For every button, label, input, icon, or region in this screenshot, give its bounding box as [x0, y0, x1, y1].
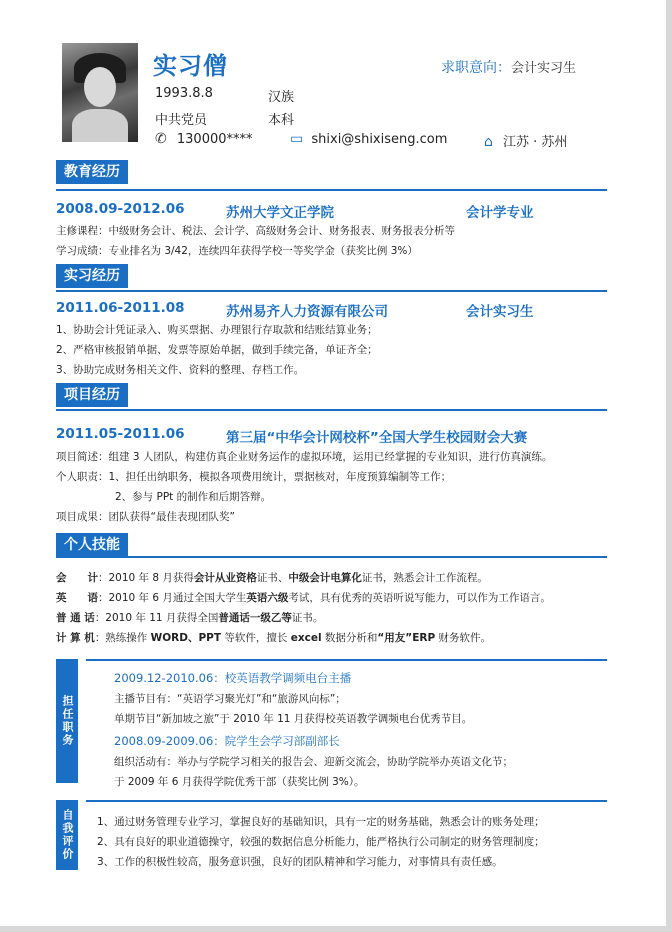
skill-row-english: 英 语：2010 年 6 月通过全国大学生英语六级考试，具有优秀的英语听说写能力，可以作为工作语言。: [56, 592, 551, 604]
job-intent: 求职意向：会计实习生: [441, 60, 577, 76]
project-duty-1: 个人职责：1、担任出纳职务，模拟各项费用统计，票据核对，年度预算编制等工作；: [56, 471, 452, 483]
education-period: 2008.09-2012.06: [56, 201, 185, 217]
section-title-internship: 实习经历: [56, 264, 128, 288]
list-item: 3、工作的积极性较高，服务意识强，良好的团队精神和学习能力，对事情具有责任感。: [97, 856, 503, 868]
internship-period: 2011.06-2011.08: [56, 300, 185, 316]
project-result: 项目成果：团队获得“最佳表现团队奖”: [56, 511, 235, 523]
candidate-name: 实习僧: [153, 52, 228, 80]
position-1-line-2: 单期节目“新加坡之旅”于 2010 年 11 月获得校英语教学调频电台优秀节目。: [114, 713, 473, 725]
project-duty-2: 2、参与 PPt 的制作和后期答辩。: [115, 491, 272, 503]
section-title-project: 项目经历: [56, 383, 128, 407]
section-divider: [86, 659, 607, 661]
project-period: 2011.05-2011.06: [56, 426, 185, 442]
email-contact: ▭ shixi@shixiseng.com: [290, 131, 448, 147]
phone-icon: ✆: [155, 131, 167, 147]
position-1-line-1: 主播节目有：“英语学习聚光灯”和“旅游风向标”；: [114, 693, 346, 705]
section-divider: [56, 556, 607, 558]
internship-company: 苏州易齐人力资源有限公司: [226, 304, 388, 320]
project-intro: 项目简述：组建 3 人团队，构建仿真企业财务运作的虚拟环境，运用已经掌握的专业知识，进行仿真演练。: [56, 451, 553, 463]
skill-row-accounting: 会 计：2010 年 8 月获得会计从业资格证书、中级会计电算化证书，熟悉会计工作流程。: [56, 572, 488, 584]
list-item: 1、协助会计凭证录入、购买票据、办理银行存取款和结账结算业务；: [56, 324, 378, 336]
email-icon: ▭: [290, 131, 304, 147]
position-2-line-1: 组织活动有：举办与学院学习相关的报告会、迎新交流会，协助学院举办英语文化节；: [114, 756, 513, 768]
location-contact: ⌂ 江苏 · 苏州: [484, 134, 568, 150]
section-divider: [56, 290, 607, 292]
phone-contact: ✆ 130000****: [155, 131, 253, 147]
education-major: 会计学专业: [466, 205, 534, 221]
degree: 本科: [268, 113, 295, 128]
position-2-line-2: 于 2009 年 6 月获得学院优秀干部（获奖比例 3%）。: [114, 776, 365, 788]
education-courses: 主修课程：中级财务会计、税法、会计学、高级财务会计、财务报表、财务报表分析等: [56, 225, 455, 237]
list-item: 1、通过财务管理专业学习，掌握良好的基础知识，具有一定的财务基础，熟悉会计的账务处理；: [97, 816, 545, 828]
position-1-heading: 2009.12-2010.06：校英语教学调频电台主播: [114, 671, 352, 685]
list-item: 2、严格审核报销单据、发票等原始单据，做到手续完备，单证齐全；: [56, 344, 378, 356]
education-grades: 学习成绩：专业排名为 3/42，连续四年获得学校一等奖学金（获奖比例 3%）: [56, 245, 418, 257]
section-title-self-evaluation: 自我评价: [56, 800, 78, 870]
ethnicity: 汉族: [268, 90, 295, 105]
party: 中共党员: [155, 113, 208, 128]
internship-role: 会计实习生: [466, 304, 534, 320]
profile-photo: [62, 43, 138, 142]
section-divider: [56, 409, 607, 411]
list-item: 3、协助完成财务相关文件、资料的整理、存档工作。: [56, 364, 305, 376]
home-icon: ⌂: [484, 134, 493, 150]
position-2-heading: 2008.09-2009.06：院学生会学习部副部长: [114, 734, 340, 748]
section-title-education: 教育经历: [56, 160, 128, 184]
section-title-skills: 个人技能: [56, 533, 128, 557]
section-divider: [56, 189, 607, 191]
section-title-positions: 担任职务: [56, 659, 78, 783]
section-divider: [86, 800, 607, 802]
birth-date: 1993.8.8: [155, 86, 213, 101]
skill-row-mandarin: 普 通 话：2010 年 11 月获得全国普通话一级乙等证书。: [56, 612, 324, 624]
skill-row-computer: 计 算 机：熟练操作 WORD、PPT 等软件，擅长 excel 数据分析和“用友”ERP 财务软件。: [56, 632, 492, 644]
list-item: 2、具有良好的职业道德操守，较强的数据信息分析能力，能严格执行公司制定的财务管理制度；: [97, 836, 545, 848]
project-name: 第三届“中华会计网校杯”全国大学生校园财会大赛: [226, 430, 528, 446]
education-school: 苏州大学文正学院: [226, 205, 334, 221]
